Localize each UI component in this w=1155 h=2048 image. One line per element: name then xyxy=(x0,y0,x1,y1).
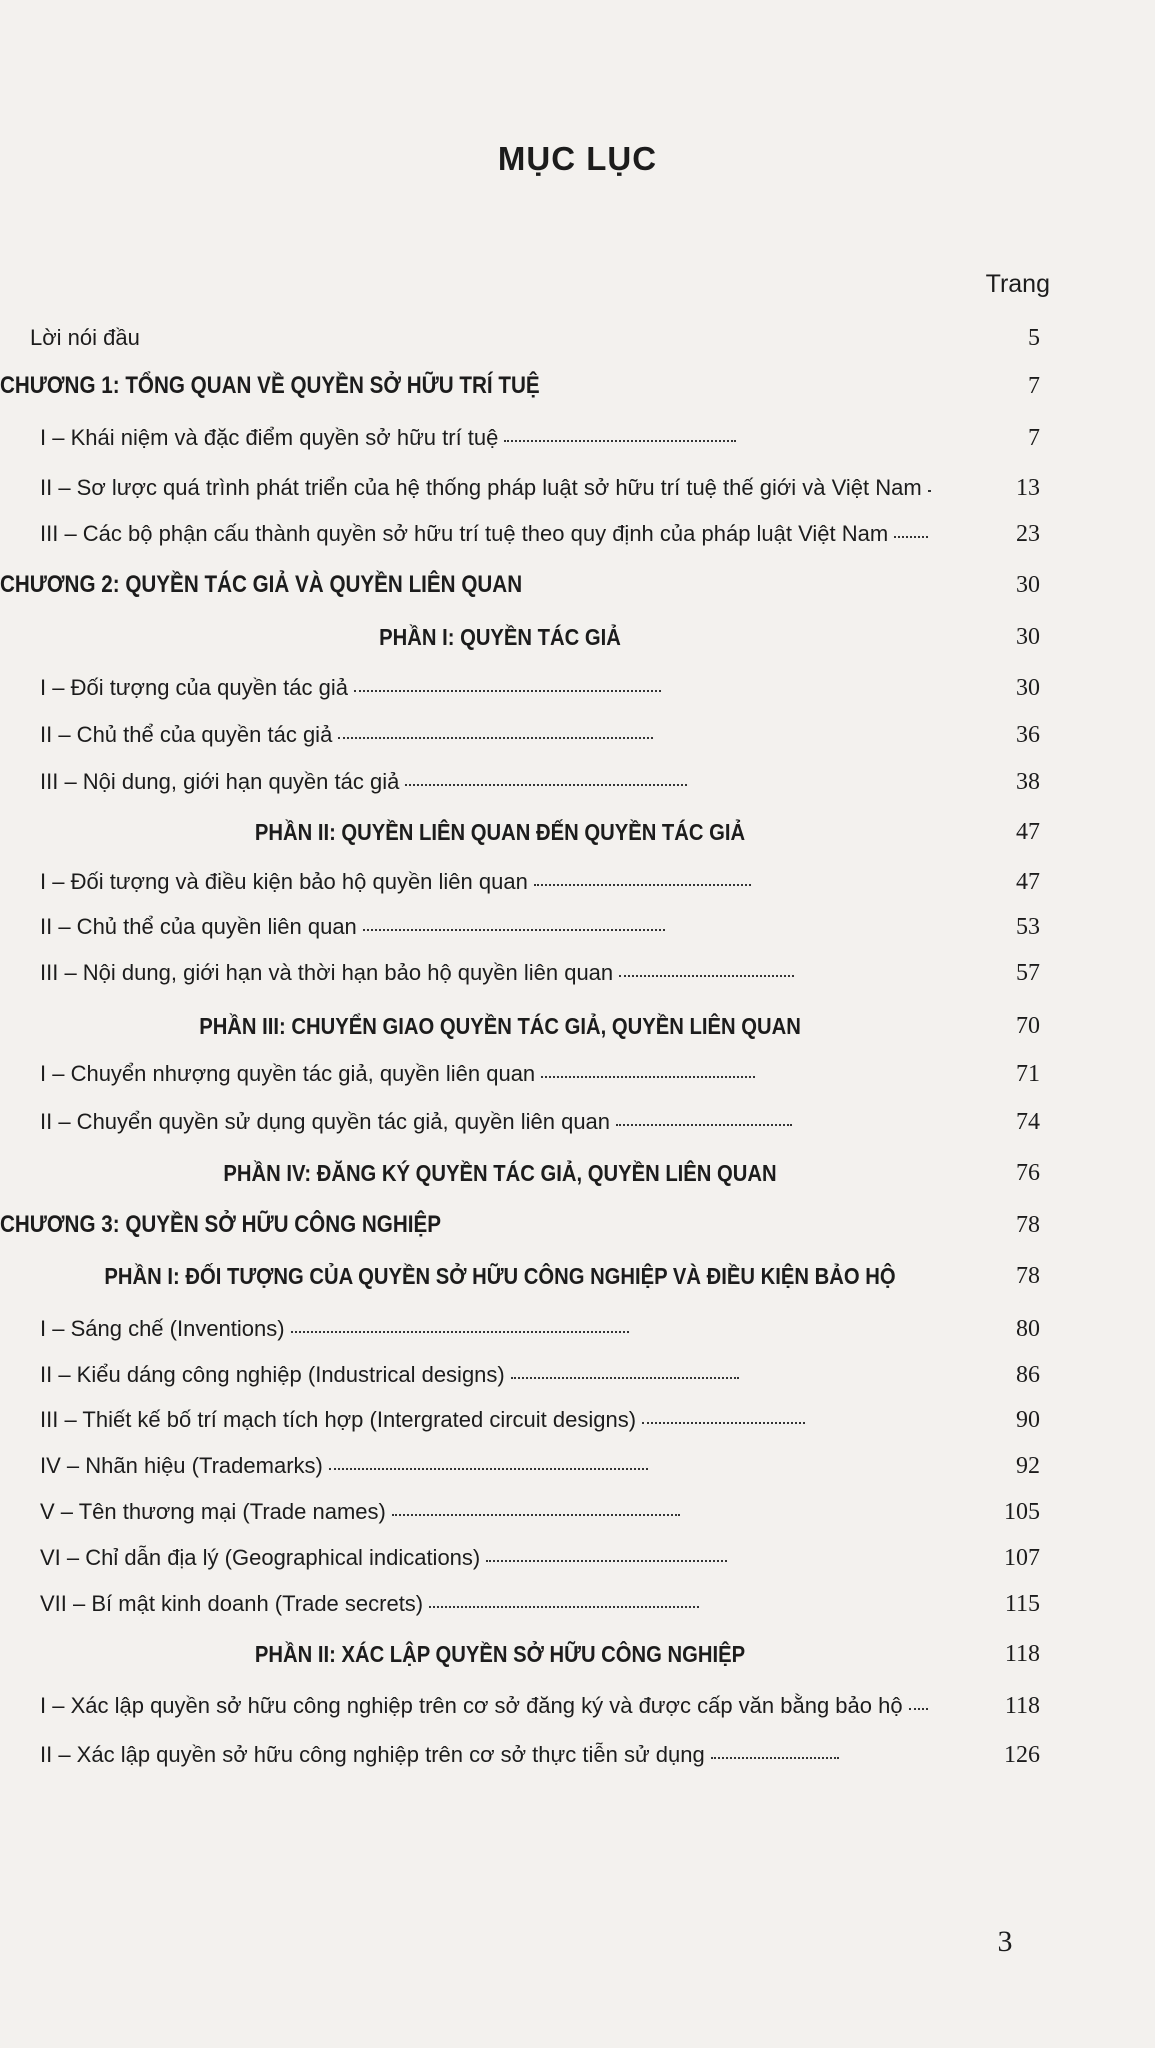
toc-entry-row xyxy=(40,668,1040,708)
toc-page-number: 57 xyxy=(1016,959,1040,986)
toc-part-row xyxy=(30,1006,1040,1046)
dot-leader xyxy=(894,536,928,538)
toc-entry-label: VI – Chỉ dẫn địa lý (Geographical indications) xyxy=(40,1545,481,1570)
toc-page-number: 7 xyxy=(1028,372,1040,399)
toc-entry-label: I – Sáng chế (Inventions) xyxy=(40,1316,285,1341)
page-number: 3 xyxy=(997,1925,1013,1958)
toc-part-row xyxy=(30,1634,1040,1674)
toc-entry-row xyxy=(40,468,1040,508)
toc-part-label: PHẦN IV: ĐĂNG KÝ QUYỀN TÁC GIẢ, QUYỀN LIÊN QUAN xyxy=(223,1159,777,1186)
toc-page-number: 80 xyxy=(1016,1315,1040,1342)
toc-part-row xyxy=(30,1153,1040,1193)
toc-entry-row xyxy=(40,514,1040,554)
toc-page-number: 105 xyxy=(1004,1498,1041,1525)
toc-page-number: 23 xyxy=(1016,520,1040,547)
toc-page-number: 53 xyxy=(1016,913,1041,940)
toc-page-number: 47 xyxy=(1016,818,1040,845)
dot-leader xyxy=(291,1331,630,1333)
toc-entry-row xyxy=(40,1355,1040,1395)
toc-page-number: 118 xyxy=(1004,1692,1040,1719)
toc-page-number: 36 xyxy=(1016,721,1040,748)
toc-entry-label: VII – Bí mật kinh doanh (Trade secrets) xyxy=(40,1591,424,1616)
dot-leader xyxy=(486,1560,727,1562)
toc-entry-row xyxy=(40,1102,1040,1142)
toc-entry-row xyxy=(40,1054,1040,1094)
toc-page-number: 86 xyxy=(1016,1361,1040,1388)
toc-entry-row xyxy=(40,715,1040,755)
toc-part-label: PHẦN II: XÁC LẬP QUYỀN SỞ HỮU CÔNG NGHIỆP xyxy=(254,1640,746,1667)
toc-entry-label: II – Kiểu dáng công nghiệp (Industrical designs) xyxy=(40,1362,505,1387)
toc-page-number: 115 xyxy=(1004,1590,1041,1617)
toc-entry-label: I – Khái niệm và đặc điểm quyền sở hữu trí tuệ xyxy=(40,425,499,450)
toc-entry-row xyxy=(40,953,1040,993)
toc-page-number: 30 xyxy=(1016,674,1040,701)
dot-leader xyxy=(511,1377,740,1379)
toc-entry-label: II – Sơ lược quá trình phát triển của hệ thống pháp luật sở hữu trí tuệ thế giới và Việt Nam xyxy=(40,475,922,500)
toc-page-number: 5 xyxy=(1028,324,1040,351)
dot-leader xyxy=(541,1076,754,1078)
toc-entry-row xyxy=(40,1584,1040,1624)
toc-page-number: 78 xyxy=(1016,1211,1040,1238)
toc-page-number: 38 xyxy=(1016,768,1041,795)
toc-entry-row xyxy=(40,1686,1040,1726)
toc-entry-label: III – Nội dung, giới hạn quyền tác giả xyxy=(40,769,400,794)
dot-leader xyxy=(711,1757,840,1759)
toc-entry-row xyxy=(40,762,1040,802)
dot-leader xyxy=(405,784,686,786)
toc-entry-label: V – Tên thương mại (Trade names) xyxy=(40,1499,386,1524)
toc-part-label: PHẦN II: QUYỀN LIÊN QUAN ĐẾN QUYỀN TÁC GIẢ xyxy=(254,818,746,845)
toc-part-label: PHẦN I: ĐỐI TƯỢNG CỦA QUYỀN SỞ HỮU CÔNG NGHIỆP VÀ ĐIỀU KIỆN BẢO HỘ xyxy=(104,1262,896,1289)
toc-chapter-row xyxy=(0,1205,1040,1245)
toc-entry-row xyxy=(40,418,1040,458)
toc-chapter-label: CHƯƠNG 1: TỔNG QUAN VỀ QUYỀN SỞ HỮU TRÍ TUỆ xyxy=(0,372,540,399)
toc-page-number: 126 xyxy=(1004,1741,1041,1768)
toc-entry-row xyxy=(40,1492,1040,1532)
toc-part-row xyxy=(30,617,1040,657)
toc-page-number: 47 xyxy=(1016,868,1041,895)
toc-entry-label: III – Nội dung, giới hạn và thời hạn bảo hộ quyền liên quan xyxy=(40,960,614,985)
toc-part-label: PHẦN III: CHUYỂN GIAO QUYỀN TÁC GIẢ, QUYỀN LIÊN QUAN xyxy=(199,1012,801,1039)
dot-leader xyxy=(504,440,736,442)
toc-part-row xyxy=(30,1256,1040,1296)
toc-page-number: 30 xyxy=(1016,571,1040,598)
toc-page-number: 71 xyxy=(1016,1060,1041,1087)
dot-leader xyxy=(909,1708,928,1710)
toc-entry-label: I – Đối tượng của quyền tác giả xyxy=(40,675,348,700)
toc-part-row xyxy=(30,812,1040,852)
toc-entry-label: I – Chuyển nhượng quyền tác giả, quyền liên quan xyxy=(40,1061,536,1086)
dot-leader xyxy=(354,690,661,692)
toc-chapter-row xyxy=(0,366,1040,406)
toc-chapter-label: CHƯƠNG 2: QUYỀN TÁC GIẢ VÀ QUYỀN LIÊN QUAN xyxy=(0,571,523,598)
dot-leader xyxy=(534,884,751,886)
dot-leader xyxy=(338,737,653,739)
toc-entry-row xyxy=(40,1735,1040,1775)
toc-page-number: 13 xyxy=(1016,474,1040,501)
page-column-header: Trang xyxy=(985,270,1050,298)
dot-leader xyxy=(616,1124,792,1126)
toc-entry-label: Lời nói đầu xyxy=(30,325,140,350)
toc-entry-label: I – Xác lập quyền sở hữu công nghiệp trên cơ sở đăng ký và được cấp văn bằng bảo hộ xyxy=(40,1693,903,1718)
dot-leader xyxy=(392,1514,680,1516)
toc-entry-row xyxy=(40,862,1040,902)
toc-entry-label: II – Xác lập quyền sở hữu công nghiệp trên cơ sở thực tiễn sử dụng xyxy=(40,1742,705,1767)
toc-entry-row xyxy=(40,1446,1040,1486)
page-title: MỤC LỤC xyxy=(497,140,658,177)
toc-entry-row xyxy=(40,1400,1040,1440)
toc-entry-label: II – Chuyển quyền sử dụng quyền tác giả, quyền liên quan xyxy=(40,1109,611,1134)
toc-chapter-label: CHƯƠNG 3: QUYỀN SỞ HỮU CÔNG NGHIỆP xyxy=(0,1211,442,1238)
toc-page-number: 107 xyxy=(1004,1544,1040,1571)
dot-leader xyxy=(329,1468,649,1470)
dot-leader xyxy=(619,975,793,977)
toc-entry-label: I – Đối tượng và điều kiện bảo hộ quyền liên quan xyxy=(40,869,528,894)
toc-entry-label: II – Chủ thể của quyền liên quan xyxy=(40,914,357,939)
dot-leader xyxy=(363,929,666,931)
toc-page-number: 7 xyxy=(1028,424,1041,451)
toc-page-number: 76 xyxy=(1016,1159,1040,1186)
toc-entry-row xyxy=(40,1309,1040,1349)
toc-page-number: 118 xyxy=(1004,1640,1040,1667)
dot-leader xyxy=(642,1422,805,1424)
toc-page-number: 70 xyxy=(1016,1012,1040,1039)
toc-part-label: PHẦN I: QUYỀN TÁC GIẢ xyxy=(379,623,621,650)
toc-page-number: 78 xyxy=(1016,1262,1040,1289)
toc-entry-row xyxy=(40,907,1040,947)
toc-page-number: 92 xyxy=(1016,1452,1041,1479)
toc-chapter-row xyxy=(0,565,1040,605)
toc-page-number: 90 xyxy=(1016,1406,1040,1433)
toc-entry-label: III – Các bộ phận cấu thành quyền sở hữu trí tuệ theo quy định của pháp luật Việt Nam xyxy=(40,521,889,546)
toc-entry-row xyxy=(30,318,1040,358)
toc-entry-label: IV – Nhãn hiệu (Trademarks) xyxy=(40,1453,323,1478)
toc-entry-row xyxy=(40,1538,1040,1578)
toc-page-number: 30 xyxy=(1016,623,1040,650)
toc-entry-label: II – Chủ thể của quyền tác giả xyxy=(40,722,333,747)
toc-page-number: 74 xyxy=(1016,1108,1040,1135)
dot-leader xyxy=(429,1606,698,1608)
toc-entry-label: III – Thiết kế bố trí mạch tích hợp (Intergrated circuit designs) xyxy=(40,1407,637,1432)
